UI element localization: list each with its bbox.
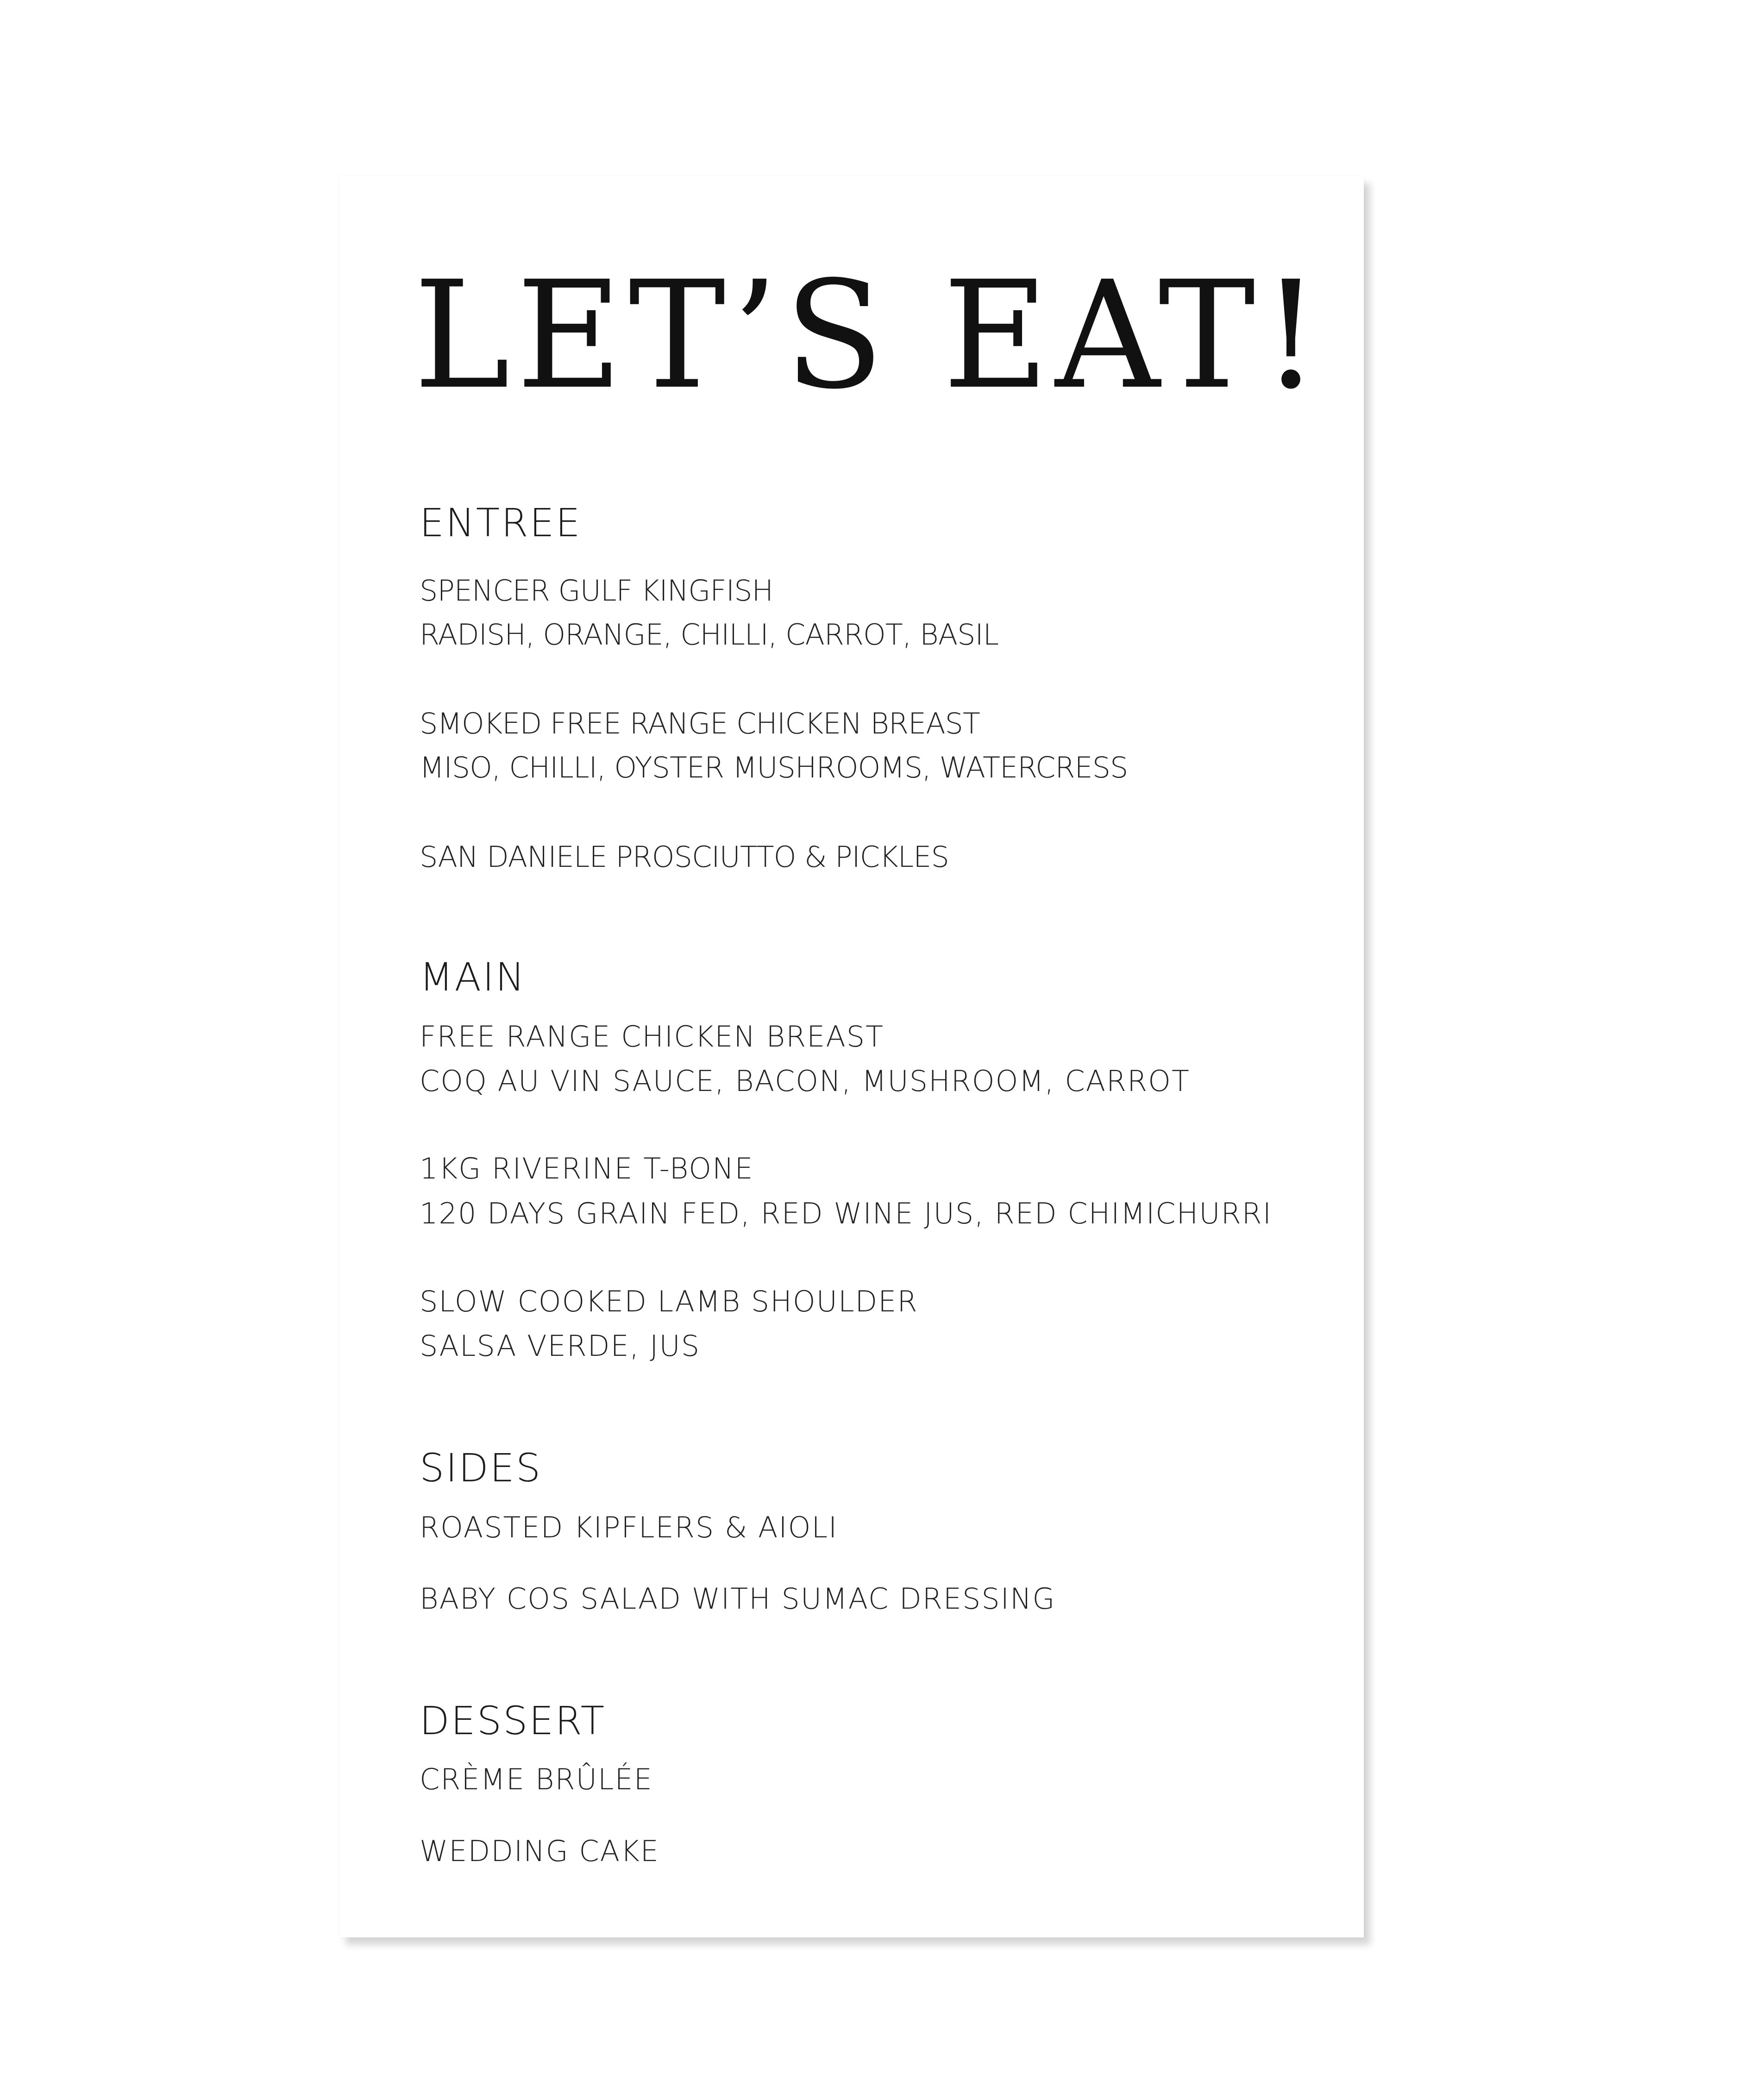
entree-item-prosciutto-name: SAN DANIELE PROSCIUTTO & PICKLES xyxy=(420,840,949,874)
main-item-tbone-name: 1KG RIVERINE T-BONE xyxy=(420,1152,754,1185)
main-item-lamb-name: SLOW COOKED LAMB SHOULDER xyxy=(420,1285,918,1318)
entree-item-chicken-name: SMOKED FREE RANGE CHICKEN BREAST xyxy=(420,707,980,740)
main-item-tbone-detail: 120 DAYS GRAIN FED, RED WINE JUS, RED CHIMICHURRI xyxy=(420,1197,1273,1230)
main-item-chicken-detail: COQ AU VIN SAUCE, BACON, MUSHROOM, CARROT xyxy=(420,1064,1190,1098)
dessert-item-wedding-cake-name: WEDDING CAKE xyxy=(420,1834,659,1868)
section-heading-sides: SIDES xyxy=(420,1445,542,1491)
sides-item-kipflers-name: ROASTED KIPFLERS & AIOLI xyxy=(420,1511,838,1544)
entree-item-kingfish-name: SPENCER GULF KINGFISH xyxy=(420,574,773,608)
main-item-chicken-name: FREE RANGE CHICKEN BREAST xyxy=(420,1020,884,1053)
entree-item-kingfish-detail: RADISH, ORANGE, CHILLI, CARROT, BASIL xyxy=(420,618,999,652)
main-item-lamb-detail: SALSA VERDE, JUS xyxy=(420,1329,701,1363)
section-heading-main: MAIN xyxy=(420,954,526,1000)
section-heading-entree: ENTREE xyxy=(420,500,582,545)
dessert-item-creme-brulee-name: CRÈME BRÛLÉE xyxy=(420,1762,653,1796)
entree-item-chicken-detail: MISO, CHILLI, OYSTER MUSHROOMS, WATERCRESS xyxy=(420,751,1128,784)
menu-card xyxy=(339,176,1364,1937)
menu-title: LET’S EAT! xyxy=(414,250,1327,422)
sides-item-salad-name: BABY COS SALAD WITH SUMAC DRESSING xyxy=(420,1582,1056,1616)
section-heading-dessert: DESSERT xyxy=(420,1698,606,1743)
